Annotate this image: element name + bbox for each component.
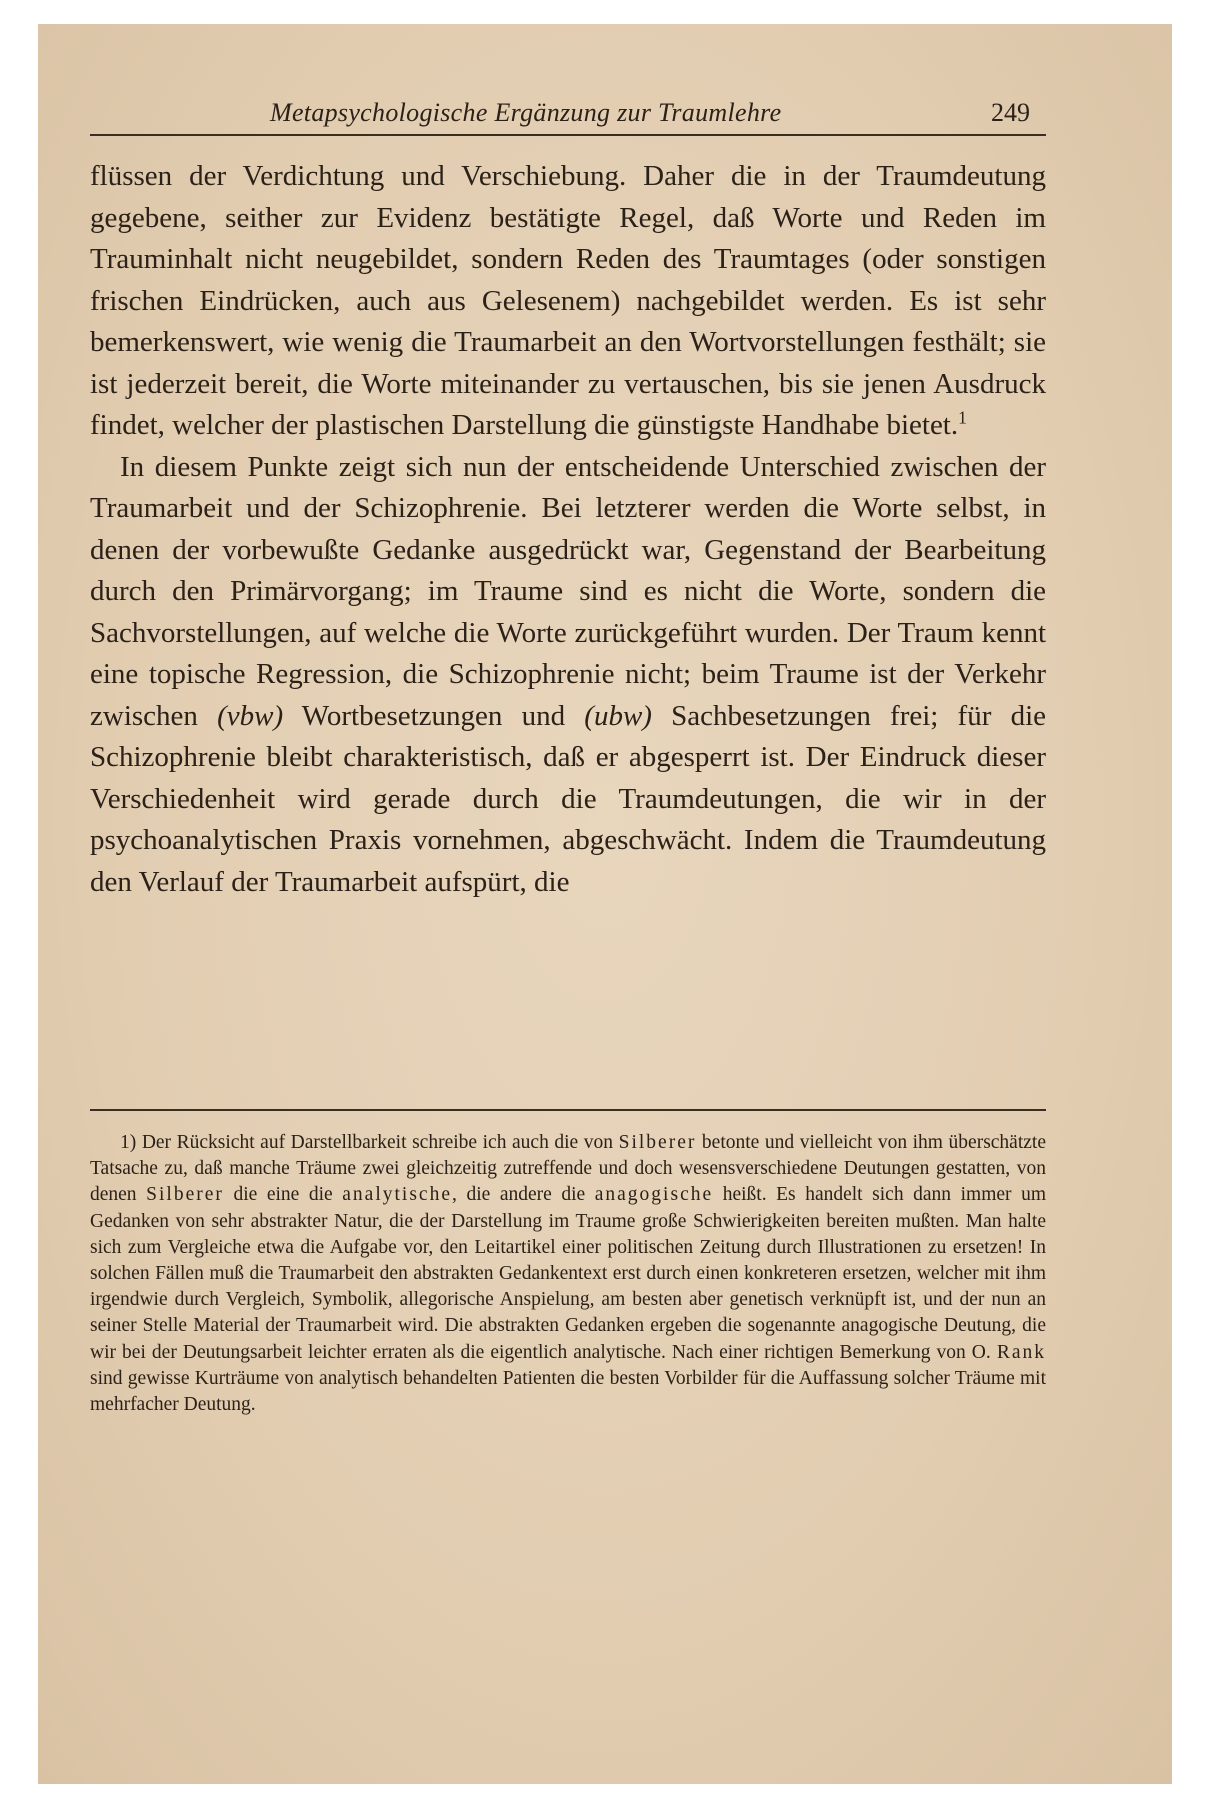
paragraph-text: Sachbesetzungen frei; für die Schizophrenie bleibt charakteristisch, daß er abgesperrt ist. Der Eindruck dieser Verschiedenheit wird gerade durch die Traumdeutungen, die wir in der psychoanalytischen Praxis vornehmen, abgeschwächt. Indem die Traumdeutung den Verlauf der Traumarbeit aufspürt, die [90, 699, 1046, 898]
footnote-text: die eine die [223, 1184, 343, 1206]
book-page [38, 24, 1172, 1784]
running-title: Metapsychologische Ergänzung zur Traumlehre [270, 98, 782, 127]
paragraph-text: Wortbesetzungen und [283, 699, 585, 732]
page-header [90, 94, 1046, 136]
footnote [90, 1130, 1046, 1418]
paragraph-text: In diesem Punkte zeigt sich nun der entscheidende Unterschied zwischen der Traumarbeit und der Schizophrenie. Bei letzterer werden die Worte selbst, in denen der vorbewußte Gedanke ausgedrückt war, Gegenstand der Bearbeitung durch den Primärvorgang; im Traume sind es nicht die Worte, sondern die Sachvorstellungen, auf welche die Worte zurückgeführt wurden. Der Traum kennt eine topische Regression, die Schizophrenie nicht; beim Traume ist der Verkehr zwischen [90, 450, 1046, 732]
footnote-block [90, 1130, 1046, 1418]
footnote-text: sind gewisse Kurträume von analytisch behandelten Patienten die besten Vorbilder für die Auffassung solcher Träume mit mehrfacher Deutung. [90, 1367, 1046, 1416]
footnote-text: Der Rücksicht auf Darstellbarkeit schreibe ich auch die von [136, 1132, 619, 1153]
paragraph-text: flüssen der Verdichtung und Verschiebung. Daher die in der Traumdeutung gegebene, seither zur Evidenz bestätigte Regel, daß Worte und Reden im Trauminhalt nicht neugebildet, sondern Reden des Traumtages (oder sonstigen frischen Eindrücken, auch aus Gelesenem) nachgebildet werden. Es ist sehr bemerkenswert, wie wenig die Traumarbeit an den Wortvorstellungen festhält; sie ist jederzeit bereit, die Worte miteinander zu vertauschen, bis sie jenen Ausdruck findet, welcher der plastischen Darstellung die günstigste Handhabe bietet. [90, 160, 1046, 441]
paragraph [90, 156, 1046, 447]
spaced-term: anagogische [594, 1184, 714, 1206]
footnote-text: betonte und vielleicht von ihm überschätzte Tatsache zu, daß manche Träume zwei gleichzeitig zutreffende und doch wesensverschiedene Deutungen gestatten, von denen [90, 1132, 1046, 1206]
footnote-text: , die andere die [452, 1184, 595, 1206]
footnote-reference: 1 [958, 407, 967, 428]
abbreviation-vbw: (vbw) [217, 699, 284, 732]
footnote-text: heißt. Es handelt sich dann immer um Gedanken von sehr abstrakter Natur, die der Darstellung im Traume große Schwierigkeiten bereiten mußten. Man halte sich zum Vergleiche etwa die Aufgabe vor, den Leitartikel einer politischen Zeitung durch Illustrationen zu ersetzen! In solchen Fällen muß die Traumarbeit den abstrakten Gedankentext erst durch einen konkreteren ersetzen, welcher mit ihm irgendwie durch Vergleich, Symbolik, allegorische Anspielung, am besten aber genetisch verknüpft ist, und der nun an seiner Stelle Material der Traumarbeit wird. Die abstrakten Gedanken ergeben die sogenannte anagogische Deutung, die wir bei der Deutungsarbeit leichter erraten als die eigentlich analytische. Nach einer richtigen Bemerkung von O. [90, 1184, 1047, 1363]
spaced-name: Rank [996, 1341, 1046, 1363]
footnote-divider [90, 1109, 1046, 1111]
footnote-marker: 1) [120, 1132, 137, 1153]
main-text [90, 156, 1046, 903]
spaced-name: Silberer [618, 1132, 697, 1153]
spaced-term: analytische [342, 1184, 452, 1206]
page-number: 249 [991, 98, 1030, 127]
abbreviation-ubw: (ubw) [584, 699, 652, 732]
paragraph [90, 447, 1046, 904]
spaced-name: Silberer [146, 1184, 224, 1206]
